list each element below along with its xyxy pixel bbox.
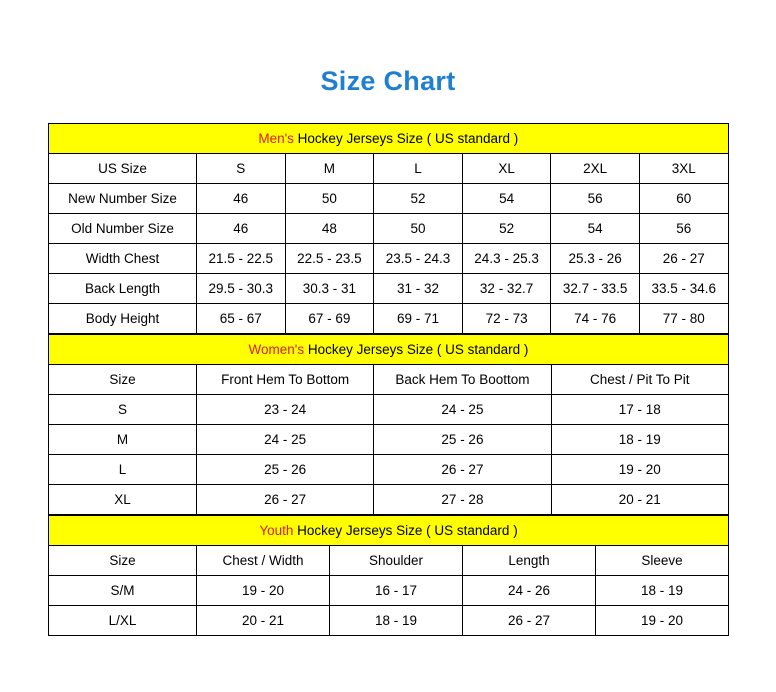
youth-row0-c1: 19 - 20 [197, 576, 330, 606]
womens-row3-c3: 20 - 21 [551, 485, 728, 515]
womens-header-cell-2: Back Hem To Boottom [374, 365, 551, 395]
womens-row2-c2: 26 - 27 [374, 455, 551, 485]
mens-row0-c6: 60 [639, 184, 728, 214]
mens-row2-c4: 24.3 - 25.3 [462, 244, 551, 274]
womens-banner-rest: Hockey Jerseys Size ( US standard ) [304, 342, 529, 357]
mens-row3-c1: 29.5 - 30.3 [197, 274, 286, 304]
youth-row0-label: S/M [49, 576, 197, 606]
mens-banner-row [49, 124, 729, 154]
table-row [49, 304, 729, 334]
womens-row0-c1: 23 - 24 [197, 395, 374, 425]
youth-row1-c3: 26 - 27 [463, 606, 596, 636]
table-row [49, 576, 729, 606]
table-row [49, 455, 729, 485]
table-row [49, 395, 729, 425]
mens-row2-c1: 21.5 - 22.5 [197, 244, 286, 274]
mens-header-cell-2: M [285, 154, 374, 184]
mens-row4-label: Body Height [49, 304, 197, 334]
womens-row1-c3: 18 - 19 [551, 425, 728, 455]
mens-banner-cell [49, 124, 729, 154]
youth-row1-c1: 20 - 21 [197, 606, 330, 636]
youth-header-row [49, 546, 729, 576]
womens-row0-c2: 24 - 25 [374, 395, 551, 425]
youth-banner-cell [49, 516, 729, 546]
mens-row0-c3: 52 [374, 184, 463, 214]
womens-row3-c1: 26 - 27 [197, 485, 374, 515]
table-row [49, 274, 729, 304]
mens-header-cell-1: S [197, 154, 286, 184]
womens-banner-cell [49, 335, 729, 365]
mens-row0-c1: 46 [197, 184, 286, 214]
mens-header-cell-5: 2XL [551, 154, 640, 184]
youth-header-cell-4: Sleeve [596, 546, 729, 576]
womens-row0-c3: 17 - 18 [551, 395, 728, 425]
mens-header-cell-6: 3XL [639, 154, 728, 184]
mens-row1-c3: 50 [374, 214, 463, 244]
womens-row3-c2: 27 - 28 [374, 485, 551, 515]
youth-row1-label: L/XL [49, 606, 197, 636]
table-row [49, 184, 729, 214]
youth-row0-c4: 18 - 19 [596, 576, 729, 606]
mens-row3-c4: 32 - 32.7 [462, 274, 551, 304]
mens-row3-c6: 33.5 - 34.6 [639, 274, 728, 304]
womens-row2-c3: 19 - 20 [551, 455, 728, 485]
mens-header-cell-0: US Size [49, 154, 197, 184]
mens-row4-c5: 74 - 76 [551, 304, 640, 334]
mens-row1-c6: 56 [639, 214, 728, 244]
mens-row3-c3: 31 - 32 [374, 274, 463, 304]
table-row [49, 485, 729, 515]
mens-row0-c2: 50 [285, 184, 374, 214]
mens-row2-c6: 26 - 27 [639, 244, 728, 274]
mens-row3-c2: 30.3 - 31 [285, 274, 374, 304]
womens-row1-label: M [49, 425, 197, 455]
womens-header-row [49, 365, 729, 395]
mens-row4-c4: 72 - 73 [462, 304, 551, 334]
mens-row2-c5: 25.3 - 26 [551, 244, 640, 274]
mens-banner-accent: Men's [258, 131, 294, 146]
youth-header-cell-2: Shoulder [330, 546, 463, 576]
youth-header-cell-3: Length [463, 546, 596, 576]
womens-row3-label: XL [49, 485, 197, 515]
womens-row2-label: L [49, 455, 197, 485]
youth-banner-row [49, 516, 729, 546]
youth-size-table [48, 515, 729, 636]
youth-row1-c2: 18 - 19 [330, 606, 463, 636]
mens-row0-c5: 56 [551, 184, 640, 214]
table-row [49, 606, 729, 636]
youth-row0-c3: 24 - 26 [463, 576, 596, 606]
mens-header-row [49, 154, 729, 184]
mens-header-cell-4: XL [462, 154, 551, 184]
womens-header-cell-3: Chest / Pit To Pit [551, 365, 728, 395]
table-row [49, 425, 729, 455]
mens-row4-c1: 65 - 67 [197, 304, 286, 334]
youth-banner-accent: Youth [259, 523, 294, 538]
mens-row4-c2: 67 - 69 [285, 304, 374, 334]
womens-row2-c1: 25 - 26 [197, 455, 374, 485]
womens-banner-accent: Women's [248, 342, 305, 357]
mens-row1-c5: 54 [551, 214, 640, 244]
womens-banner-row [49, 335, 729, 365]
mens-size-table [48, 123, 729, 334]
womens-header-cell-0: Size [49, 365, 197, 395]
youth-row1-c4: 19 - 20 [596, 606, 729, 636]
youth-header-cell-0: Size [49, 546, 197, 576]
mens-row3-label: Back Length [49, 274, 197, 304]
mens-row1-label: Old Number Size [49, 214, 197, 244]
mens-row1-c4: 52 [462, 214, 551, 244]
womens-row1-c1: 24 - 25 [197, 425, 374, 455]
youth-row0-c2: 16 - 17 [330, 576, 463, 606]
mens-row2-c3: 23.5 - 24.3 [374, 244, 463, 274]
mens-row3-c5: 32.7 - 33.5 [551, 274, 640, 304]
youth-banner-rest: Hockey Jerseys Size ( US standard ) [293, 523, 518, 538]
tables-container [48, 97, 728, 636]
mens-row4-c3: 69 - 71 [374, 304, 463, 334]
womens-header-cell-1: Front Hem To Bottom [197, 365, 374, 395]
mens-row1-c2: 48 [285, 214, 374, 244]
womens-size-table [48, 334, 729, 515]
mens-row2-c2: 22.5 - 23.5 [285, 244, 374, 274]
mens-row2-label: Width Chest [49, 244, 197, 274]
mens-banner-rest: Hockey Jerseys Size ( US standard ) [293, 131, 519, 146]
page-title: Size Chart [320, 66, 456, 96]
mens-row0-label: New Number Size [49, 184, 197, 214]
mens-header-cell-3: L [374, 154, 463, 184]
mens-row4-c6: 77 - 80 [639, 304, 728, 334]
table-row [49, 244, 729, 274]
mens-row1-c1: 46 [197, 214, 286, 244]
mens-row0-c4: 54 [462, 184, 551, 214]
womens-row1-c2: 25 - 26 [374, 425, 551, 455]
table-row [49, 214, 729, 244]
womens-row0-label: S [49, 395, 197, 425]
youth-header-cell-1: Chest / Width [197, 546, 330, 576]
